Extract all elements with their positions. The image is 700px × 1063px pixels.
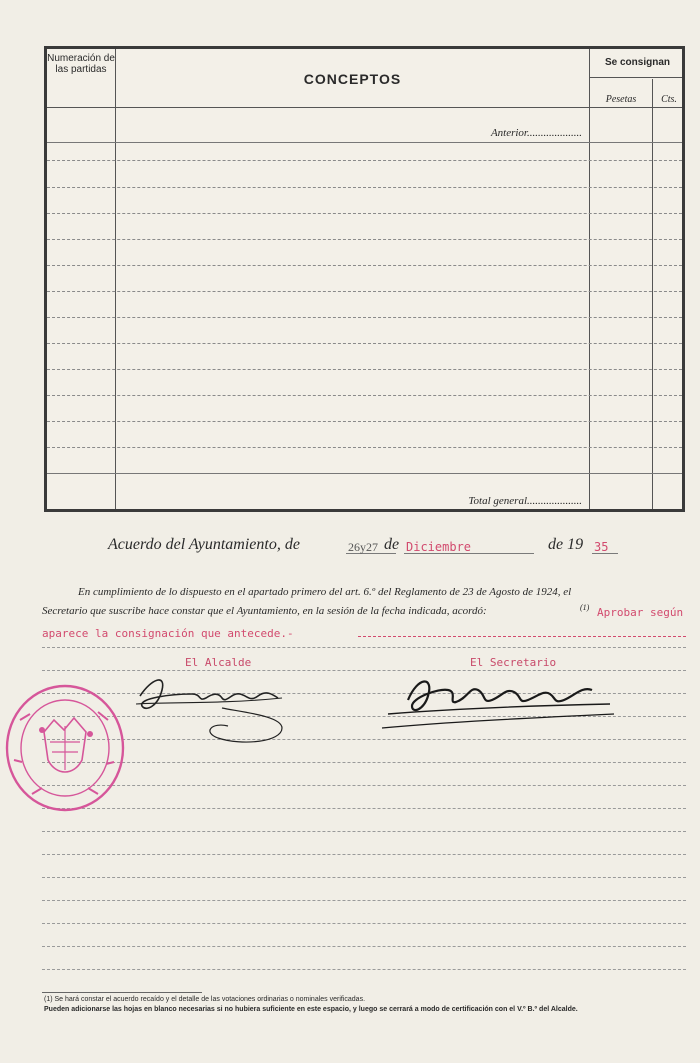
typed-text-1: Aprobar según — [597, 606, 684, 619]
typed-dash-fill — [358, 636, 686, 637]
footnote-ref: (1) — [580, 603, 590, 612]
alcalde-signature — [132, 668, 292, 748]
ruled-line — [42, 762, 686, 763]
body-line-2: Secretario que suscribe hace constar que el Ayuntamiento, en la sesión de la fecha indicada, acordó: — [42, 605, 487, 617]
footnote-rule — [42, 992, 202, 993]
table-row — [47, 239, 682, 240]
footnote-2: Pueden adicionarse las hojas en blanco necesarias si no hubiera suficiente en este espacio, y luego se cerrará a modo de certificación con el V.º B.º del Alcalde. — [44, 1006, 578, 1013]
concepts-table — [44, 46, 685, 512]
ruled-line — [42, 808, 686, 809]
col-cts-header: Cts. — [661, 94, 677, 105]
col-pesetas-header: Pesetas — [605, 94, 637, 105]
year-typed: 35 — [594, 540, 609, 554]
table-row — [47, 187, 682, 188]
ruled-line — [42, 900, 686, 901]
footnote-1: (1) Se hará constar el acuerdo recaído y el detalle de las votaciones ordinarias o nominales verificadas. — [44, 996, 366, 1003]
table-row — [47, 395, 682, 396]
col-divider — [652, 79, 653, 509]
secretario-signature — [378, 670, 618, 740]
table-row — [47, 142, 682, 143]
ruled-line — [42, 877, 686, 878]
ruled-line — [42, 647, 686, 648]
col-conceptos-header: CONCEPTOS — [303, 71, 402, 87]
table-row — [47, 369, 682, 370]
ruled-line — [42, 854, 686, 855]
alcalde-label: El Alcalde — [185, 656, 252, 669]
body-line-1: En cumplimiento de lo dispuesto en el apartado primero del art. 6.º del Reglamento de 23 de Agosto de 1924, el — [78, 586, 572, 598]
anterior-label: Anterior.................... — [490, 127, 582, 139]
table-row — [47, 317, 682, 318]
typed-text-2: aparece la consignación que antecede.- — [42, 627, 294, 640]
col-num-header: Numeración de las partidas — [47, 53, 115, 75]
header-rule — [47, 107, 682, 108]
col-consignan-header: Se consignan — [604, 57, 670, 68]
table-row — [47, 473, 682, 474]
table-row — [47, 265, 682, 266]
table-row — [47, 421, 682, 422]
ruled-line — [42, 831, 686, 832]
ruled-line — [42, 946, 686, 947]
subheader-rule — [589, 77, 682, 78]
table-row — [47, 160, 682, 161]
day-handwritten: 26y27 — [348, 540, 378, 554]
secretario-label: El Secretario — [470, 656, 557, 669]
ruled-line — [42, 923, 686, 924]
ruled-line — [42, 785, 686, 786]
month-typed: Diciembre — [406, 540, 472, 554]
col-divider — [115, 49, 116, 509]
col-divider — [589, 49, 590, 509]
de-label: de — [384, 536, 400, 553]
year-prefix: de 19 — [548, 536, 584, 553]
table-row — [47, 291, 682, 292]
table-row — [47, 213, 682, 214]
municipal-stamp — [2, 680, 128, 816]
table-row — [47, 447, 682, 448]
acuerdo-prefix: Acuerdo del Ayuntamiento, de — [108, 536, 300, 553]
ruled-line — [42, 969, 686, 970]
table-row — [47, 343, 682, 344]
total-general-label: Total general.................... — [468, 495, 582, 507]
